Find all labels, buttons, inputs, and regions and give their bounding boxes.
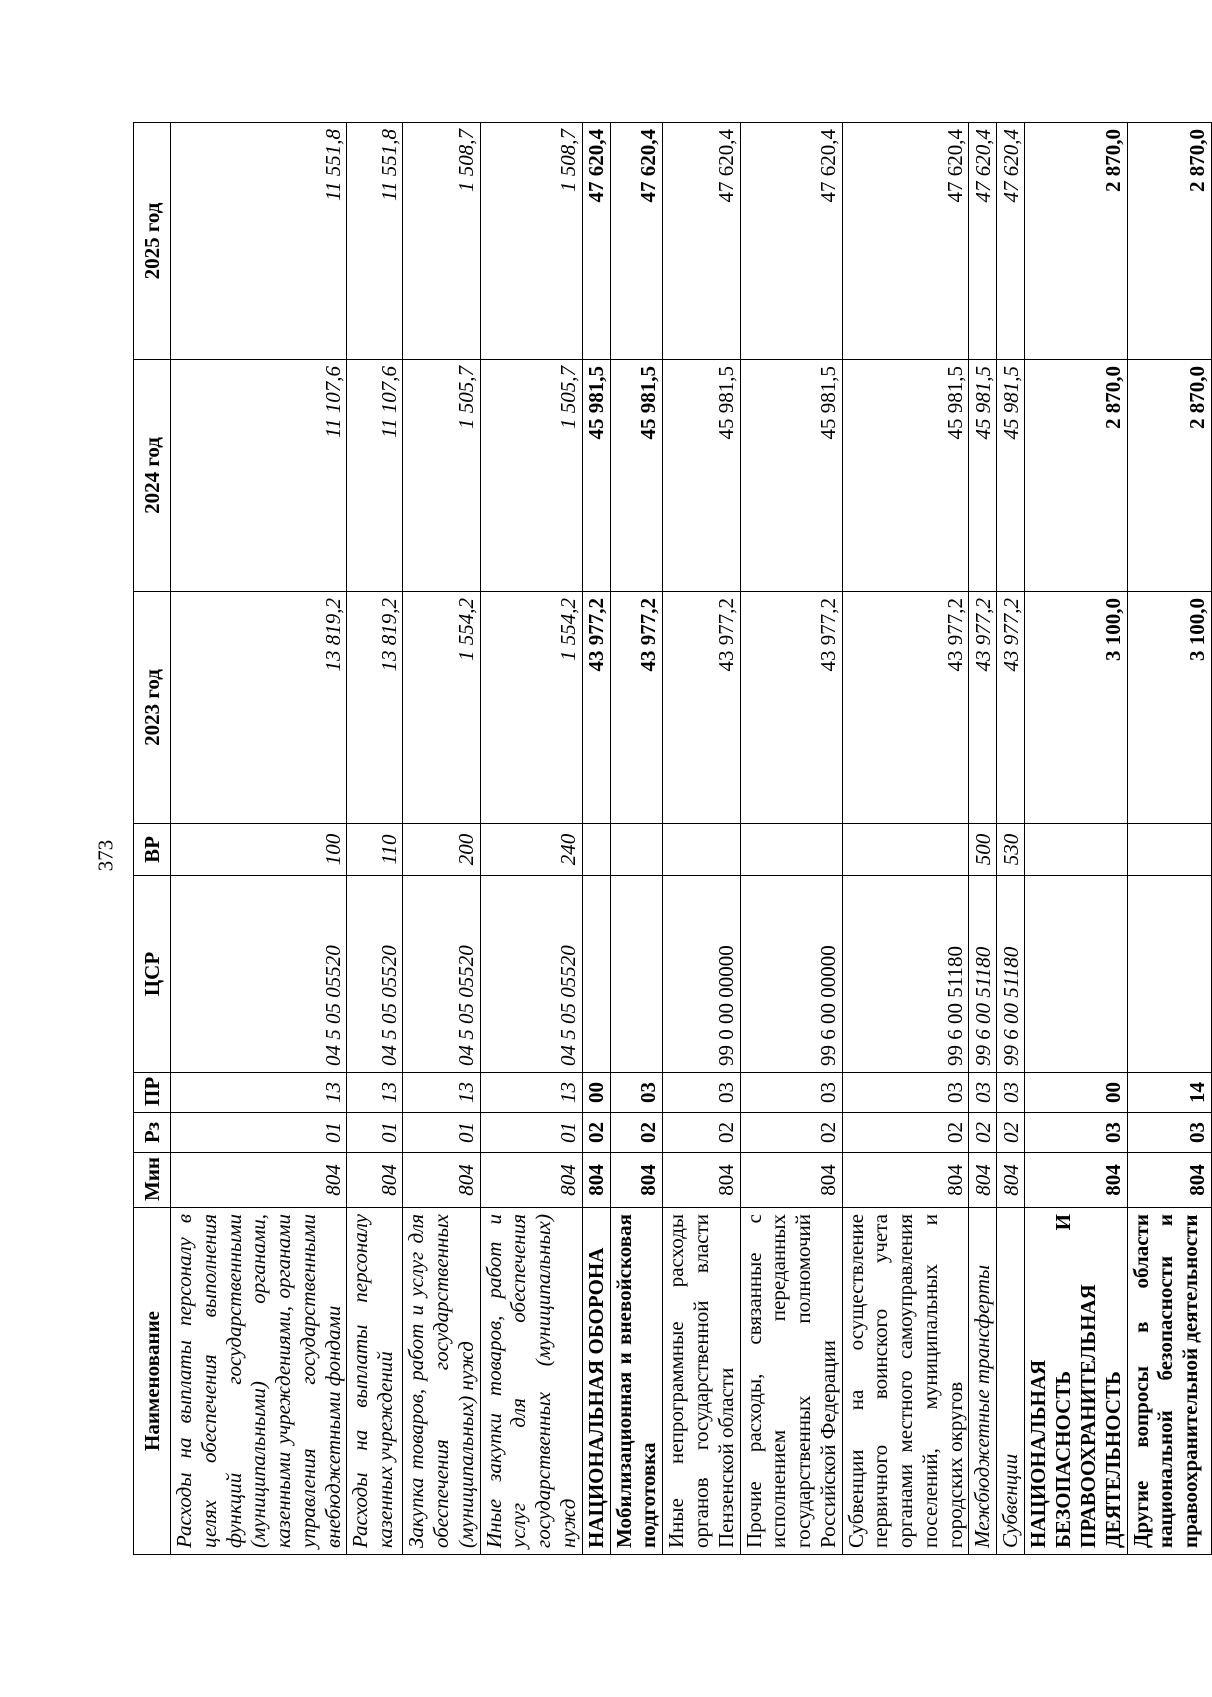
row-rz: 03 xyxy=(1127,1113,1211,1153)
row-csr xyxy=(582,876,610,1073)
row-2025: 1 508,7 xyxy=(480,123,582,360)
row-csr: 99 6 00 00000 xyxy=(740,876,842,1073)
row-name: Прочие расходы, связанные с исполнением переданных государственных полномочий Российской Федерации xyxy=(740,1208,842,1555)
row-csr: 04 5 05 05520 xyxy=(480,876,582,1073)
row-2025: 47 620,4 xyxy=(740,123,842,360)
row-2025: 47 620,4 xyxy=(610,123,663,360)
row-min: 804 xyxy=(1127,1153,1211,1208)
table-row xyxy=(969,123,997,1555)
row-rz: 01 xyxy=(347,1113,403,1153)
row-name: Расходы на выплаты персоналу в целях обеспечения выполнения функций государственными (муниципальными) органами, казенными учреждениями, органами управления государственными внебюджетными фондами xyxy=(171,1208,347,1555)
row-2023: 43 977,2 xyxy=(663,592,740,824)
row-pr: 03 xyxy=(842,1073,969,1113)
row-2024: 45 981,5 xyxy=(842,360,969,592)
table-row xyxy=(171,123,347,1555)
table-row xyxy=(740,123,842,1555)
row-vr: 110 xyxy=(347,824,403,876)
row-min: 804 xyxy=(997,1153,1025,1208)
row-rz: 02 xyxy=(969,1113,997,1153)
row-name: Иные закупки товаров, работ и услуг для обеспечения государственных (муниципальных) нужд xyxy=(480,1208,582,1555)
row-2025: 47 620,4 xyxy=(969,123,997,360)
table-row xyxy=(610,123,663,1555)
row-2025: 11 551,8 xyxy=(347,123,403,360)
row-name: Расходы на выплаты персоналу казенных учреждений xyxy=(347,1208,403,1555)
row-csr xyxy=(610,876,663,1073)
row-2024: 45 981,5 xyxy=(740,360,842,592)
row-2024: 2 870,0 xyxy=(1127,360,1211,592)
row-pr: 03 xyxy=(997,1073,1025,1113)
table-row xyxy=(480,123,582,1555)
row-2024: 1 505,7 xyxy=(403,360,480,592)
col-header-name: Наименование xyxy=(134,1208,171,1555)
row-name: Мобилизационная и вневойсковая подготовка xyxy=(610,1208,663,1555)
row-csr: 99 6 00 51180 xyxy=(969,876,997,1073)
row-2024: 11 107,6 xyxy=(171,360,347,592)
table-row xyxy=(997,123,1025,1555)
row-csr: 99 6 00 51180 xyxy=(842,876,969,1073)
row-rz: 02 xyxy=(610,1113,663,1153)
row-pr: 13 xyxy=(347,1073,403,1113)
row-pr: 13 xyxy=(480,1073,582,1113)
row-min: 804 xyxy=(969,1153,997,1208)
row-vr: 240 xyxy=(480,824,582,876)
row-rz: 02 xyxy=(663,1113,740,1153)
row-min: 804 xyxy=(663,1153,740,1208)
row-vr xyxy=(582,824,610,876)
row-2023: 1 554,2 xyxy=(480,592,582,824)
row-csr xyxy=(1127,876,1211,1073)
col-header-csr: ЦСР xyxy=(134,876,171,1073)
row-min: 804 xyxy=(842,1153,969,1208)
row-vr xyxy=(610,824,663,876)
row-pr: 14 xyxy=(1127,1073,1211,1113)
header-row xyxy=(134,123,171,1555)
row-2023: 43 977,2 xyxy=(740,592,842,824)
row-2025: 47 620,4 xyxy=(997,123,1025,360)
row-rz: 01 xyxy=(171,1113,347,1153)
row-2025: 2 870,0 xyxy=(1025,123,1127,360)
row-name: Другие вопросы в области национальной безопасности и правоохранительной деятельности xyxy=(1127,1208,1211,1555)
row-csr: 04 5 05 05520 xyxy=(403,876,480,1073)
row-vr: 530 xyxy=(997,824,1025,876)
row-csr xyxy=(1025,876,1127,1073)
page-number: 373 xyxy=(93,839,118,872)
row-csr: 04 5 05 05520 xyxy=(347,876,403,1073)
col-header-vr: ВР xyxy=(134,824,171,876)
row-name: Субвенции xyxy=(997,1208,1025,1555)
col-header-rz: Рз xyxy=(134,1113,171,1153)
col-header-min: Мин xyxy=(134,1153,171,1208)
row-vr: 200 xyxy=(403,824,480,876)
row-vr xyxy=(1127,824,1211,876)
row-name: Субвенции на осуществление первичного воинского учета органами местного самоуправления поселений, муниципальных и городских округов xyxy=(842,1208,969,1555)
row-2023: 13 819,2 xyxy=(347,592,403,824)
row-vr xyxy=(740,824,842,876)
row-2024: 2 870,0 xyxy=(1025,360,1127,592)
row-vr xyxy=(842,824,969,876)
col-header-2024: 2024 год xyxy=(134,360,171,592)
row-2024: 45 981,5 xyxy=(610,360,663,592)
table-row xyxy=(403,123,480,1555)
row-rz: 02 xyxy=(842,1113,969,1153)
row-rz: 02 xyxy=(997,1113,1025,1153)
row-rz: 02 xyxy=(582,1113,610,1153)
row-min: 804 xyxy=(610,1153,663,1208)
row-2024: 11 107,6 xyxy=(347,360,403,592)
row-min: 804 xyxy=(1025,1153,1127,1208)
row-2024: 45 981,5 xyxy=(582,360,610,592)
row-min: 804 xyxy=(582,1153,610,1208)
row-2024: 45 981,5 xyxy=(663,360,740,592)
row-2025: 11 551,8 xyxy=(171,123,347,360)
row-2024: 45 981,5 xyxy=(969,360,997,592)
row-csr: 99 6 00 51180 xyxy=(997,876,1025,1073)
budget-table xyxy=(133,122,1212,1555)
row-pr: 03 xyxy=(610,1073,663,1113)
row-name: Иные непрограммные расходы органов государственной власти Пензенской области xyxy=(663,1208,740,1555)
row-min: 804 xyxy=(347,1153,403,1208)
row-min: 804 xyxy=(740,1153,842,1208)
row-2023: 43 977,2 xyxy=(610,592,663,824)
table-row xyxy=(663,123,740,1555)
row-name: НАЦИОНАЛЬНАЯ ОБОРОНА xyxy=(582,1208,610,1555)
budget-table-container xyxy=(133,123,1209,1555)
row-2023: 43 977,2 xyxy=(969,592,997,824)
row-name: Закупка товаров, работ и услуг для обеспечения государственных (муниципальных) нужд xyxy=(403,1208,480,1555)
row-2025: 47 620,4 xyxy=(582,123,610,360)
row-rz: 01 xyxy=(403,1113,480,1153)
row-2024: 45 981,5 xyxy=(997,360,1025,592)
table-row xyxy=(347,123,403,1555)
row-vr: 100 xyxy=(171,824,347,876)
row-2023: 3 100,0 xyxy=(1127,592,1211,824)
row-name: Межбюджетные трансферты xyxy=(969,1208,997,1555)
col-header-2025: 2025 год xyxy=(134,123,171,360)
row-min: 804 xyxy=(480,1153,582,1208)
row-pr: 13 xyxy=(171,1073,347,1113)
row-pr: 03 xyxy=(969,1073,997,1113)
row-2023: 3 100,0 xyxy=(1025,592,1127,824)
row-rz: 03 xyxy=(1025,1113,1127,1153)
table-row xyxy=(1025,123,1127,1555)
row-2025: 1 508,7 xyxy=(403,123,480,360)
table-row xyxy=(582,123,610,1555)
table-row xyxy=(842,123,969,1555)
row-2025: 47 620,4 xyxy=(842,123,969,360)
row-rz: 01 xyxy=(480,1113,582,1153)
row-2024: 1 505,7 xyxy=(480,360,582,592)
col-header-2023: 2023 год xyxy=(134,592,171,824)
row-2025: 2 870,0 xyxy=(1127,123,1211,360)
row-pr: 00 xyxy=(582,1073,610,1113)
table-row xyxy=(1127,123,1211,1555)
row-2023: 43 977,2 xyxy=(842,592,969,824)
row-vr: 500 xyxy=(969,824,997,876)
row-name: НАЦИОНАЛЬНАЯ БЕЗОПАСНОСТЬ И ПРАВООХРАНИТЕЛЬНАЯ ДЕЯТЕЛЬНОСТЬ xyxy=(1025,1208,1127,1555)
row-2023: 1 554,2 xyxy=(403,592,480,824)
row-2025: 47 620,4 xyxy=(663,123,740,360)
row-2023: 43 977,2 xyxy=(582,592,610,824)
row-min: 804 xyxy=(403,1153,480,1208)
row-2023: 43 977,2 xyxy=(997,592,1025,824)
row-2023: 13 819,2 xyxy=(171,592,347,824)
col-header-pr: ПР xyxy=(134,1073,171,1113)
row-pr: 03 xyxy=(740,1073,842,1113)
row-pr: 13 xyxy=(403,1073,480,1113)
row-vr xyxy=(1025,824,1127,876)
row-min: 804 xyxy=(171,1153,347,1208)
row-vr xyxy=(663,824,740,876)
row-pr: 00 xyxy=(1025,1073,1127,1113)
row-csr: 99 0 00 00000 xyxy=(663,876,740,1073)
row-pr: 03 xyxy=(663,1073,740,1113)
row-csr: 04 5 05 05520 xyxy=(171,876,347,1073)
row-rz: 02 xyxy=(740,1113,842,1153)
